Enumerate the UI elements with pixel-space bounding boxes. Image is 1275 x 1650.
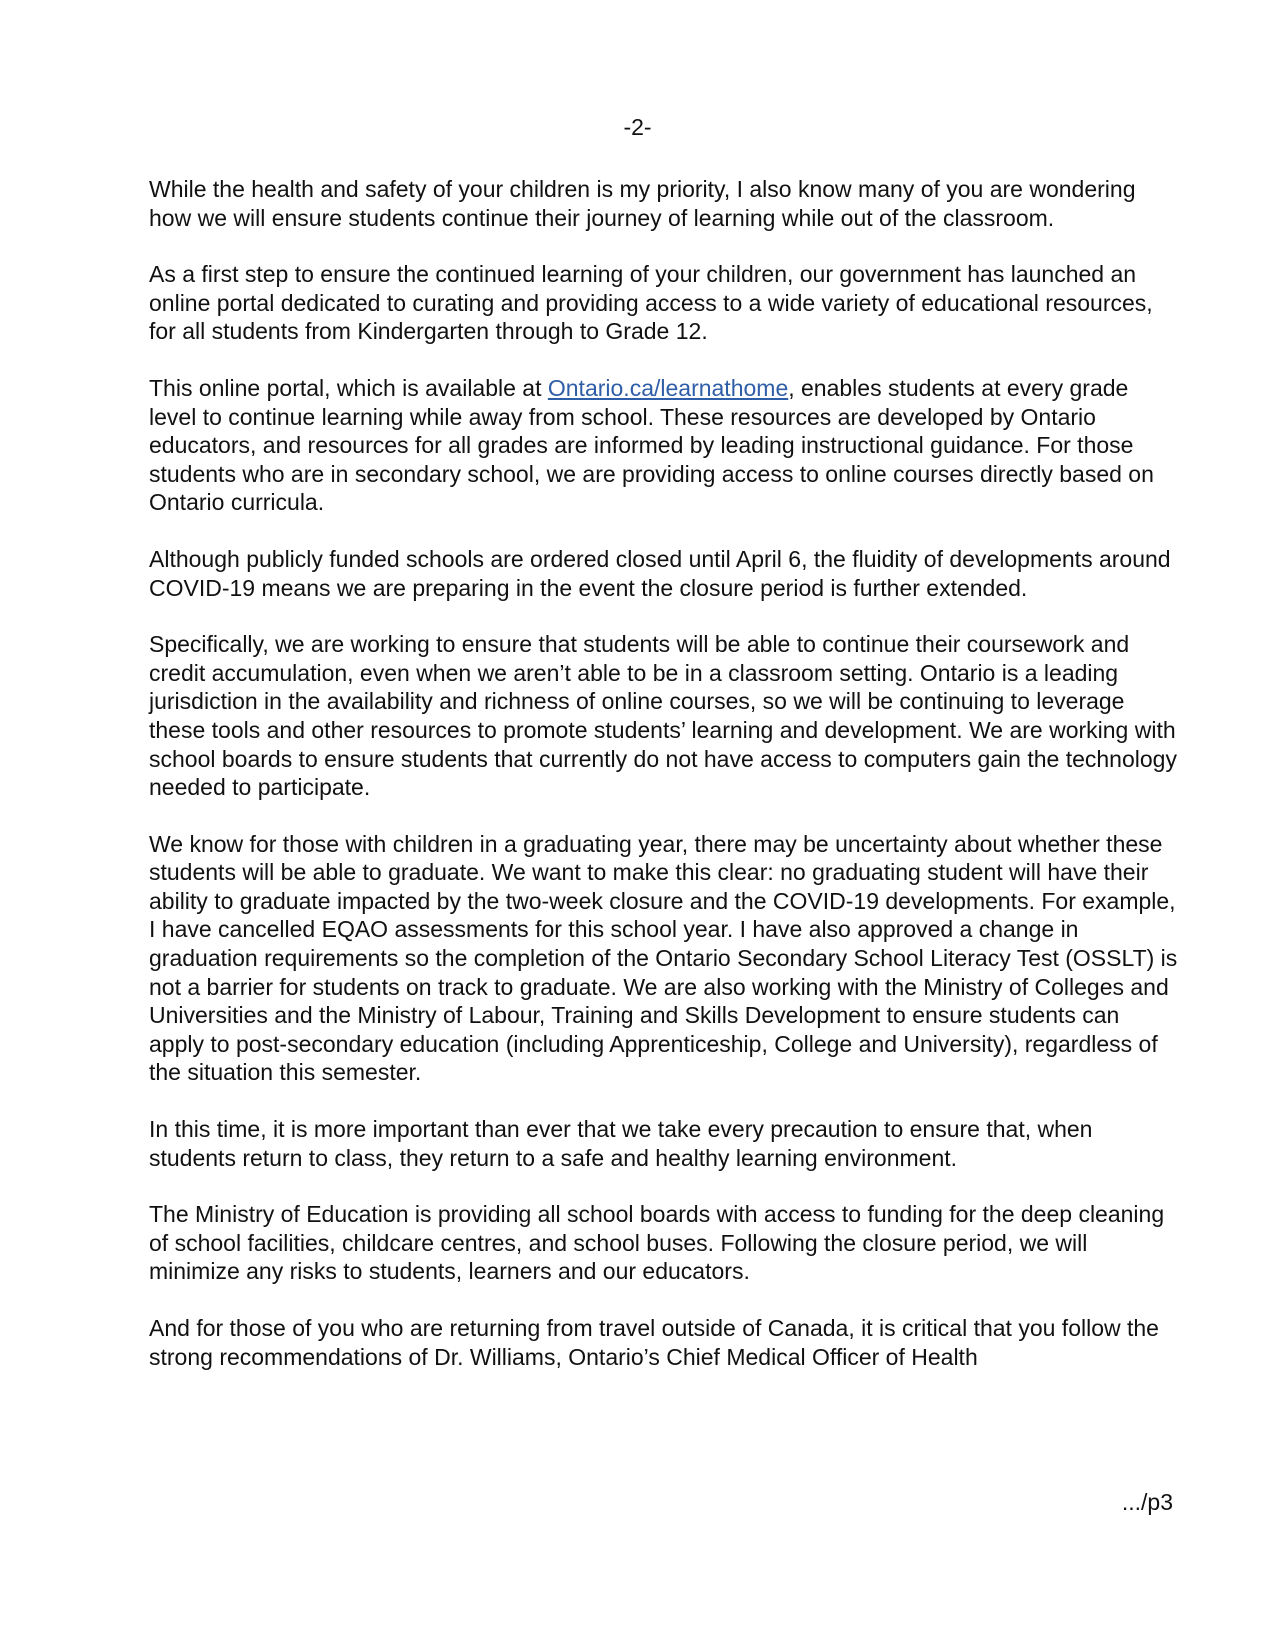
paragraph-deep-cleaning: The Ministry of Education is providing all school boards with access to funding for the deep cleaning of school facilities, childcare centres, and school buses. Following the closure period, we will minimize any risks to students, learners and our educators. xyxy=(149,1201,1165,1285)
paragraph-portal-details xyxy=(149,374,1179,517)
paragraph-health-priority: While the health and safety of your children is my priority, I also know many of you are wondering how we will ensure students continue their journey of learning while out of the classroom. xyxy=(149,176,1136,231)
page-number: -2- xyxy=(623,114,652,140)
paragraph-safe-return: In this time, it is more important than ever that we take every precaution to ensure that, when students return to class, they return to a safe and healthy learning environment. xyxy=(149,1116,1093,1171)
continuation-marker: .../p3 xyxy=(1121,1489,1173,1515)
paragraph-coursework-continuity: Specifically, we are working to ensure that students will be able to continue their coursework and credit accumulation, even when we aren’t able to be in a classroom setting. Ontario is a leading jurisdiction in the availability and richness of online courses, so we will be continuing to leverage these tools and other resources to promote students’ learning and development. We are working with school boards to ensure students that currently do not have access to computers gain the technology needed to participate. xyxy=(149,631,1177,801)
portal-text-before-link: This online portal, which is available at xyxy=(149,374,548,401)
paragraph-closure-extension: Although publicly funded schools are ordered closed until April 6, the fluidity of developments around COVID-19 means we are preparing in the event the closure period is further extended. xyxy=(149,545,1171,601)
paragraph-graduation: We know for those with children in a graduating year, there may be uncertainty about whether these students will be able to graduate. We want to make this clear: no graduating student will have their ability to graduate impacted by the two-week closure and the COVID-19 developments. For example, I have cancelled EQAO assessments for this school year. I have also approved a change in graduation requirements so the completion of the Ontario Secondary School Literacy Test (OSSLT) is not a barrier for students on track to graduate. We are also working with the Ministry of Colleges and Universities and the Ministry of Labour, Training and Skills Development to ensure students can apply to post-secondary education (including Apprenticeship, College and University), regardless of the situation this semester. xyxy=(149,830,1178,1086)
learnathome-link[interactable]: Ontario.ca/learnathome xyxy=(547,374,789,401)
paragraph-online-portal-launch: As a first step to ensure the continued learning of your children, our government has launched an online portal dedicated to curating and providing access to a wide variety of educational resources, for all students from Kindergarten through to Grade 12. xyxy=(149,261,1153,345)
letter-body xyxy=(149,175,1179,1399)
paragraph-travel-recommendations: And for those of you who are returning from travel outside of Canada, it is critical that you follow the strong recommendations of Dr. Williams, Ontario’s Chief Medical Officer of Health xyxy=(149,1315,1159,1370)
portal-text-after-link: , enables students at every grade level to continue learning while away from school. These resources are developed by Ontario educators, and resources for all grades are informed by leading instructional guidance. For those students who are in secondary school, we are providing access to online courses directly based on Ontario curricula. xyxy=(149,374,1154,516)
